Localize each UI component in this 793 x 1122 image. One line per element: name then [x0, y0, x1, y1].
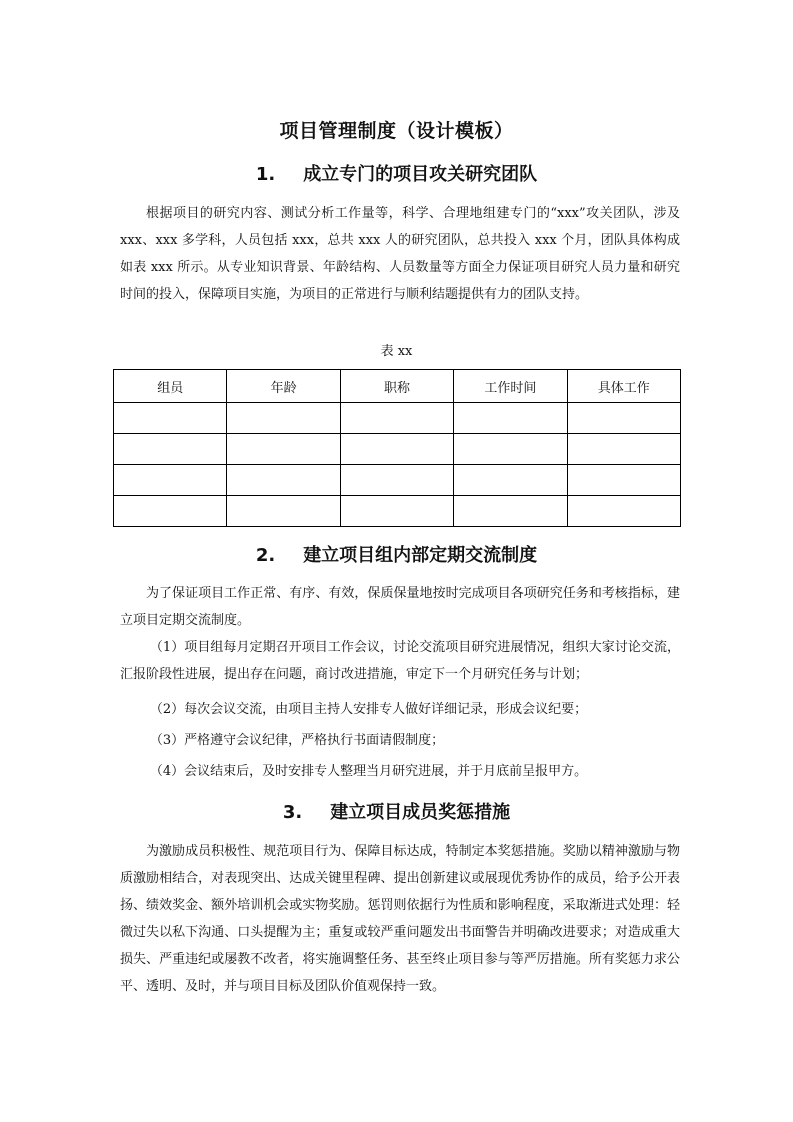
section-1-title: 成立专门的项目攻关研究团队	[303, 164, 538, 185]
table-header-cell: 组员	[114, 370, 227, 403]
table-row	[114, 465, 681, 496]
section-2-list-item: （3）严格遵守会议纪律，严格执行书面请假制度；	[149, 733, 445, 748]
table-cell	[227, 434, 340, 465]
table-cell	[114, 434, 227, 465]
document-title: 项目管理制度（设计模板）	[279, 120, 514, 142]
table-cell	[567, 496, 680, 527]
table-cell	[114, 496, 227, 527]
table-cell	[227, 496, 340, 527]
section-3-title: 建立项目成员奖惩措施	[330, 802, 511, 823]
table-header-row	[114, 370, 681, 403]
section-2-heading	[0, 541, 793, 567]
table-cell	[454, 496, 567, 527]
table-header-cell: 工作时间	[454, 370, 567, 403]
table-cell	[567, 403, 680, 434]
table-cell	[340, 434, 453, 465]
table-row	[114, 496, 681, 527]
section-2-list-item: （2）每次会议交流，由项目主持人安排专人做好详细记录，形成会议纪要；	[149, 702, 588, 717]
section-3-paragraph: 为激励成员积极性、规范项目行为、保障目标达成，特制定本奖惩措施。奖励以精神激励与物质激励相结合，对表现突出、达成关键里程碑、提出创新建议或展现优秀协作的成员，给予公开表扬、绩效奖金、额外培训机会或实物奖励。惩罚则依据行为性质和影响程度，采取渐进式处理：轻微过失以私下沟通、口头提醒为主；重复或较严重问题发出书面警告并明确改进要求；对造成重大损失、严重违纪或屡教不改者，将实施调整任务、甚至终止项目参与等严厉措施。所有奖惩力求公平、透明、及时，并与项目目标及团队价值观保持一致。	[120, 844, 680, 994]
section-1-heading	[0, 160, 793, 186]
section-3-heading	[0, 798, 793, 824]
section-1-paragraph: 根据项目的研究内容、测试分析工作量等，科学、合理地组建专门的“xxx”攻关团队，涉及 xxx、xxx 多学科，人员包括 xxx，总共 xxx 人的研究团队，总共投入 xxx 个月，团队具体构成如表 xxx 所示。从专业知识背景、年龄结构、人员数量等方面全力保证项目研究人员力量和研究时间的投入，保障项目实施，为项目的正常进行与顺利结题提供有力的团队支持。	[120, 206, 680, 302]
section-2-number: 2.	[255, 545, 276, 566]
table-cell	[340, 496, 453, 527]
table-header-cell: 职称	[340, 370, 453, 403]
section-3-number: 3.	[282, 802, 303, 823]
table-cell	[454, 434, 567, 465]
team-table	[113, 369, 681, 527]
section-2-list-item: （1）项目组每月定期召开项目工作会议，讨论交流项目研究进展情况，组织大家讨论交流，汇报阶段性进展，提出存在问题，商讨改进措施，审定下一个月研究任务与计划；	[120, 640, 680, 682]
section-2-title: 建立项目组内部定期交流制度	[303, 545, 538, 566]
table-row	[114, 434, 681, 465]
table-cell	[567, 465, 680, 496]
table-cell	[340, 403, 453, 434]
section-2-list-item: （4）会议结束后，及时安排专人整理当月研究进展，并于月底前呈报甲方。	[149, 764, 588, 779]
table-header-cell: 年龄	[227, 370, 340, 403]
table-cell	[454, 465, 567, 496]
table-cell	[227, 403, 340, 434]
table-row	[114, 403, 681, 434]
table-caption: 表 xx	[380, 344, 413, 359]
section-2-paragraph: 为了保证项目工作正常、有序、有效，保质保量地按时完成项目各项研究任务和考核指标，建立项目定期交流制度。	[120, 586, 680, 628]
table-cell	[114, 465, 227, 496]
table-cell	[567, 434, 680, 465]
table-cell	[227, 465, 340, 496]
table-cell	[454, 403, 567, 434]
table-cell	[340, 465, 453, 496]
table-cell	[114, 403, 227, 434]
section-1-number: 1.	[255, 164, 276, 185]
table-header-cell: 具体工作	[567, 370, 680, 403]
